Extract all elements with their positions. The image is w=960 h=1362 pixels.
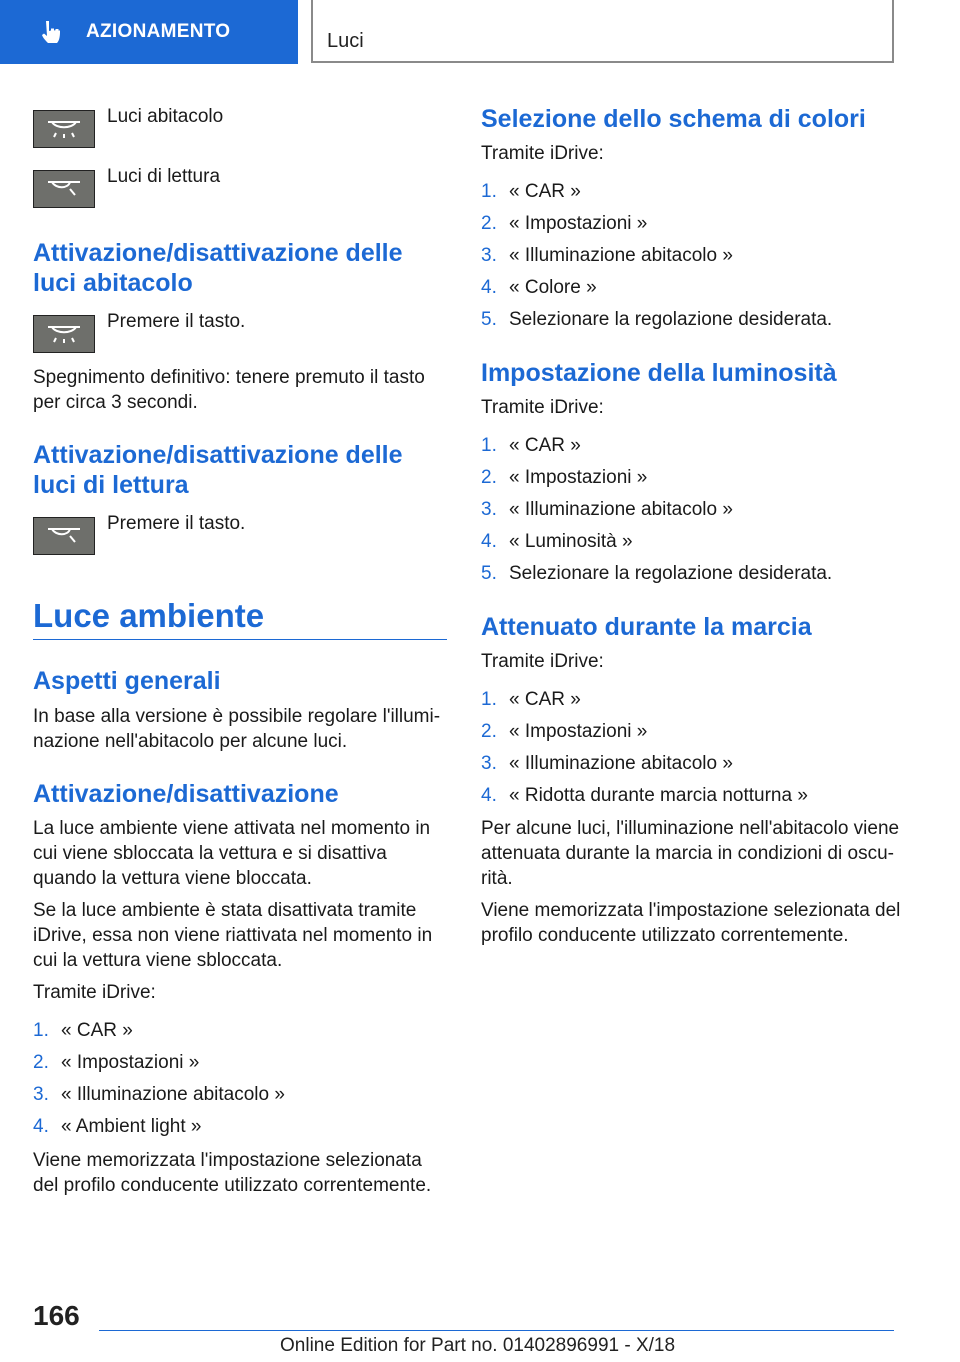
step-text: « Impostazioni » <box>509 467 648 488</box>
list-item <box>481 494 901 526</box>
heading-ambient-light: Luce ambiente <box>33 597 265 634</box>
ambient-steps-list <box>33 1015 447 1143</box>
step-number: 5. <box>481 309 497 330</box>
step-number: 4. <box>481 531 497 552</box>
list-item <box>33 1079 447 1111</box>
heading-activation: Attivazione/disattivazione <box>33 780 339 808</box>
step-text: Selezionare la regolazione desiderata. <box>509 309 833 330</box>
step-number: 5. <box>481 563 497 584</box>
step-number: 2. <box>481 213 497 234</box>
step-text: « Illuminazione abitacolo » <box>509 499 733 520</box>
section-label: AZIONAMENTO <box>86 21 231 42</box>
list-item <box>481 716 901 748</box>
step-text: « Ridotta durante marcia notturna » <box>509 785 808 806</box>
step-text: « Luminosità » <box>509 531 633 552</box>
list-item <box>481 462 901 494</box>
step-number: 4. <box>481 277 497 298</box>
heading-general: Aspetti generali <box>33 667 221 695</box>
heading-color-scheme: Selezione dello schema di colori <box>481 105 866 133</box>
list-item <box>481 430 901 462</box>
legend-label-reading: Luci di lettura <box>107 166 221 187</box>
general-text: In base alla versione è possibile regolare l'illuminazione nell'abitacolo per alcune luci. <box>33 706 441 752</box>
step-text: « Colore » <box>509 277 597 298</box>
heading-interior-lights: Attivazione/disattivazione delle luci abitacolo <box>33 239 403 297</box>
via-idrive-text: Tramite iDrive: <box>33 982 156 1003</box>
interior-light-icon <box>33 110 95 148</box>
list-item <box>481 526 901 558</box>
step-number: 4. <box>33 1116 49 1137</box>
list-item <box>33 1047 447 1079</box>
color-steps-list <box>481 176 901 336</box>
activation-text-1: La luce ambiente viene attivata nel momento in cui viene sbloccata la vettura e si disattiva quando la vettura viene bloccata. <box>33 818 431 889</box>
heading-brightness: Impostazione della luminosità <box>481 359 837 387</box>
step-text: « Impostazioni » <box>509 721 648 742</box>
interior-light-icon <box>33 315 95 353</box>
dimmed-steps-list <box>481 684 901 812</box>
reading-press-text: Premere il tasto. <box>107 513 246 534</box>
step-number: 3. <box>481 499 497 520</box>
step-number: 2. <box>481 467 497 488</box>
chapter-title: Luci <box>327 30 364 52</box>
section-rule <box>33 639 447 640</box>
footer-rule <box>99 1330 894 1331</box>
reading-light-icon <box>33 517 95 555</box>
step-text: « CAR » <box>509 689 581 710</box>
edition-footer: Online Edition for Part no. 01402896991 - X/18 <box>280 1335 676 1356</box>
step-text: « Ambient light » <box>61 1116 202 1137</box>
list-item <box>481 240 901 272</box>
list-item <box>481 684 901 716</box>
heading-dimmed-driving: Attenuato durante la marcia <box>481 613 812 641</box>
list-item <box>481 558 901 590</box>
color-via-text: Tramite iDrive: <box>481 143 604 164</box>
step-text: « CAR » <box>509 181 581 202</box>
brightness-steps-list <box>481 430 901 590</box>
step-text: « Impostazioni » <box>61 1052 200 1073</box>
step-text: Selezionare la regolazione desiderata. <box>509 563 833 584</box>
saved-setting-text: Viene memorizzata l'impostazione selezionata del profilo conducente utilizzato correntemente. <box>33 1150 432 1196</box>
interior-press-text: Premere il tasto. <box>107 311 246 332</box>
step-number: 1. <box>481 181 497 202</box>
step-number: 1. <box>33 1020 49 1041</box>
interior-off-text: Spegnimento definitivo: tenere premuto il tasto per circa 3 secondi. <box>33 367 425 413</box>
step-text: « Impostazioni » <box>509 213 648 234</box>
dimmed-via-text: Tramite iDrive: <box>481 651 604 672</box>
list-item <box>481 780 901 812</box>
chapter-header <box>311 0 894 63</box>
list-item <box>481 748 901 780</box>
heading-reading-lights: Attivazione/disattivazione delle luci di lettura <box>33 441 403 499</box>
list-item <box>33 1111 447 1143</box>
step-text: « Illuminazione abitacolo » <box>61 1084 285 1105</box>
step-text: « CAR » <box>509 435 581 456</box>
step-text: « CAR » <box>61 1020 133 1041</box>
list-item <box>481 176 901 208</box>
list-item <box>33 1015 447 1047</box>
step-text: « Illuminazione abitacolo » <box>509 753 733 774</box>
dimmed-text-2: Viene memorizzata l'impostazione selezionata del profilo conducente utilizzato correntemente. <box>481 900 901 946</box>
dimmed-text-1: Per alcune luci, l'illuminazione nell'abitacolo viene attenuata durante la marcia in condizioni di oscurità. <box>481 818 900 889</box>
step-number: 3. <box>481 753 497 774</box>
step-number: 1. <box>481 435 497 456</box>
step-text: « Illuminazione abitacolo » <box>509 245 733 266</box>
reading-light-icon <box>33 170 95 208</box>
step-number: 1. <box>481 689 497 710</box>
list-item <box>481 272 901 304</box>
list-item <box>481 208 901 240</box>
step-number: 2. <box>481 721 497 742</box>
activation-text-2: Se la luce ambiente è stata disattivata tramite iDrive, essa non viene riattivata nel momento in cui la vettura viene sbloccata. <box>33 900 433 971</box>
step-number: 3. <box>33 1084 49 1105</box>
list-item <box>481 304 901 336</box>
step-number: 2. <box>33 1052 49 1073</box>
legend-label-interior: Luci abitacolo <box>107 106 224 127</box>
brightness-via-text: Tramite iDrive: <box>481 397 604 418</box>
pointing-hand-icon <box>38 18 66 46</box>
page-number: 166 <box>33 1300 80 1331</box>
step-number: 4. <box>481 785 497 806</box>
section-tab[interactable] <box>0 0 298 64</box>
step-number: 3. <box>481 245 497 266</box>
